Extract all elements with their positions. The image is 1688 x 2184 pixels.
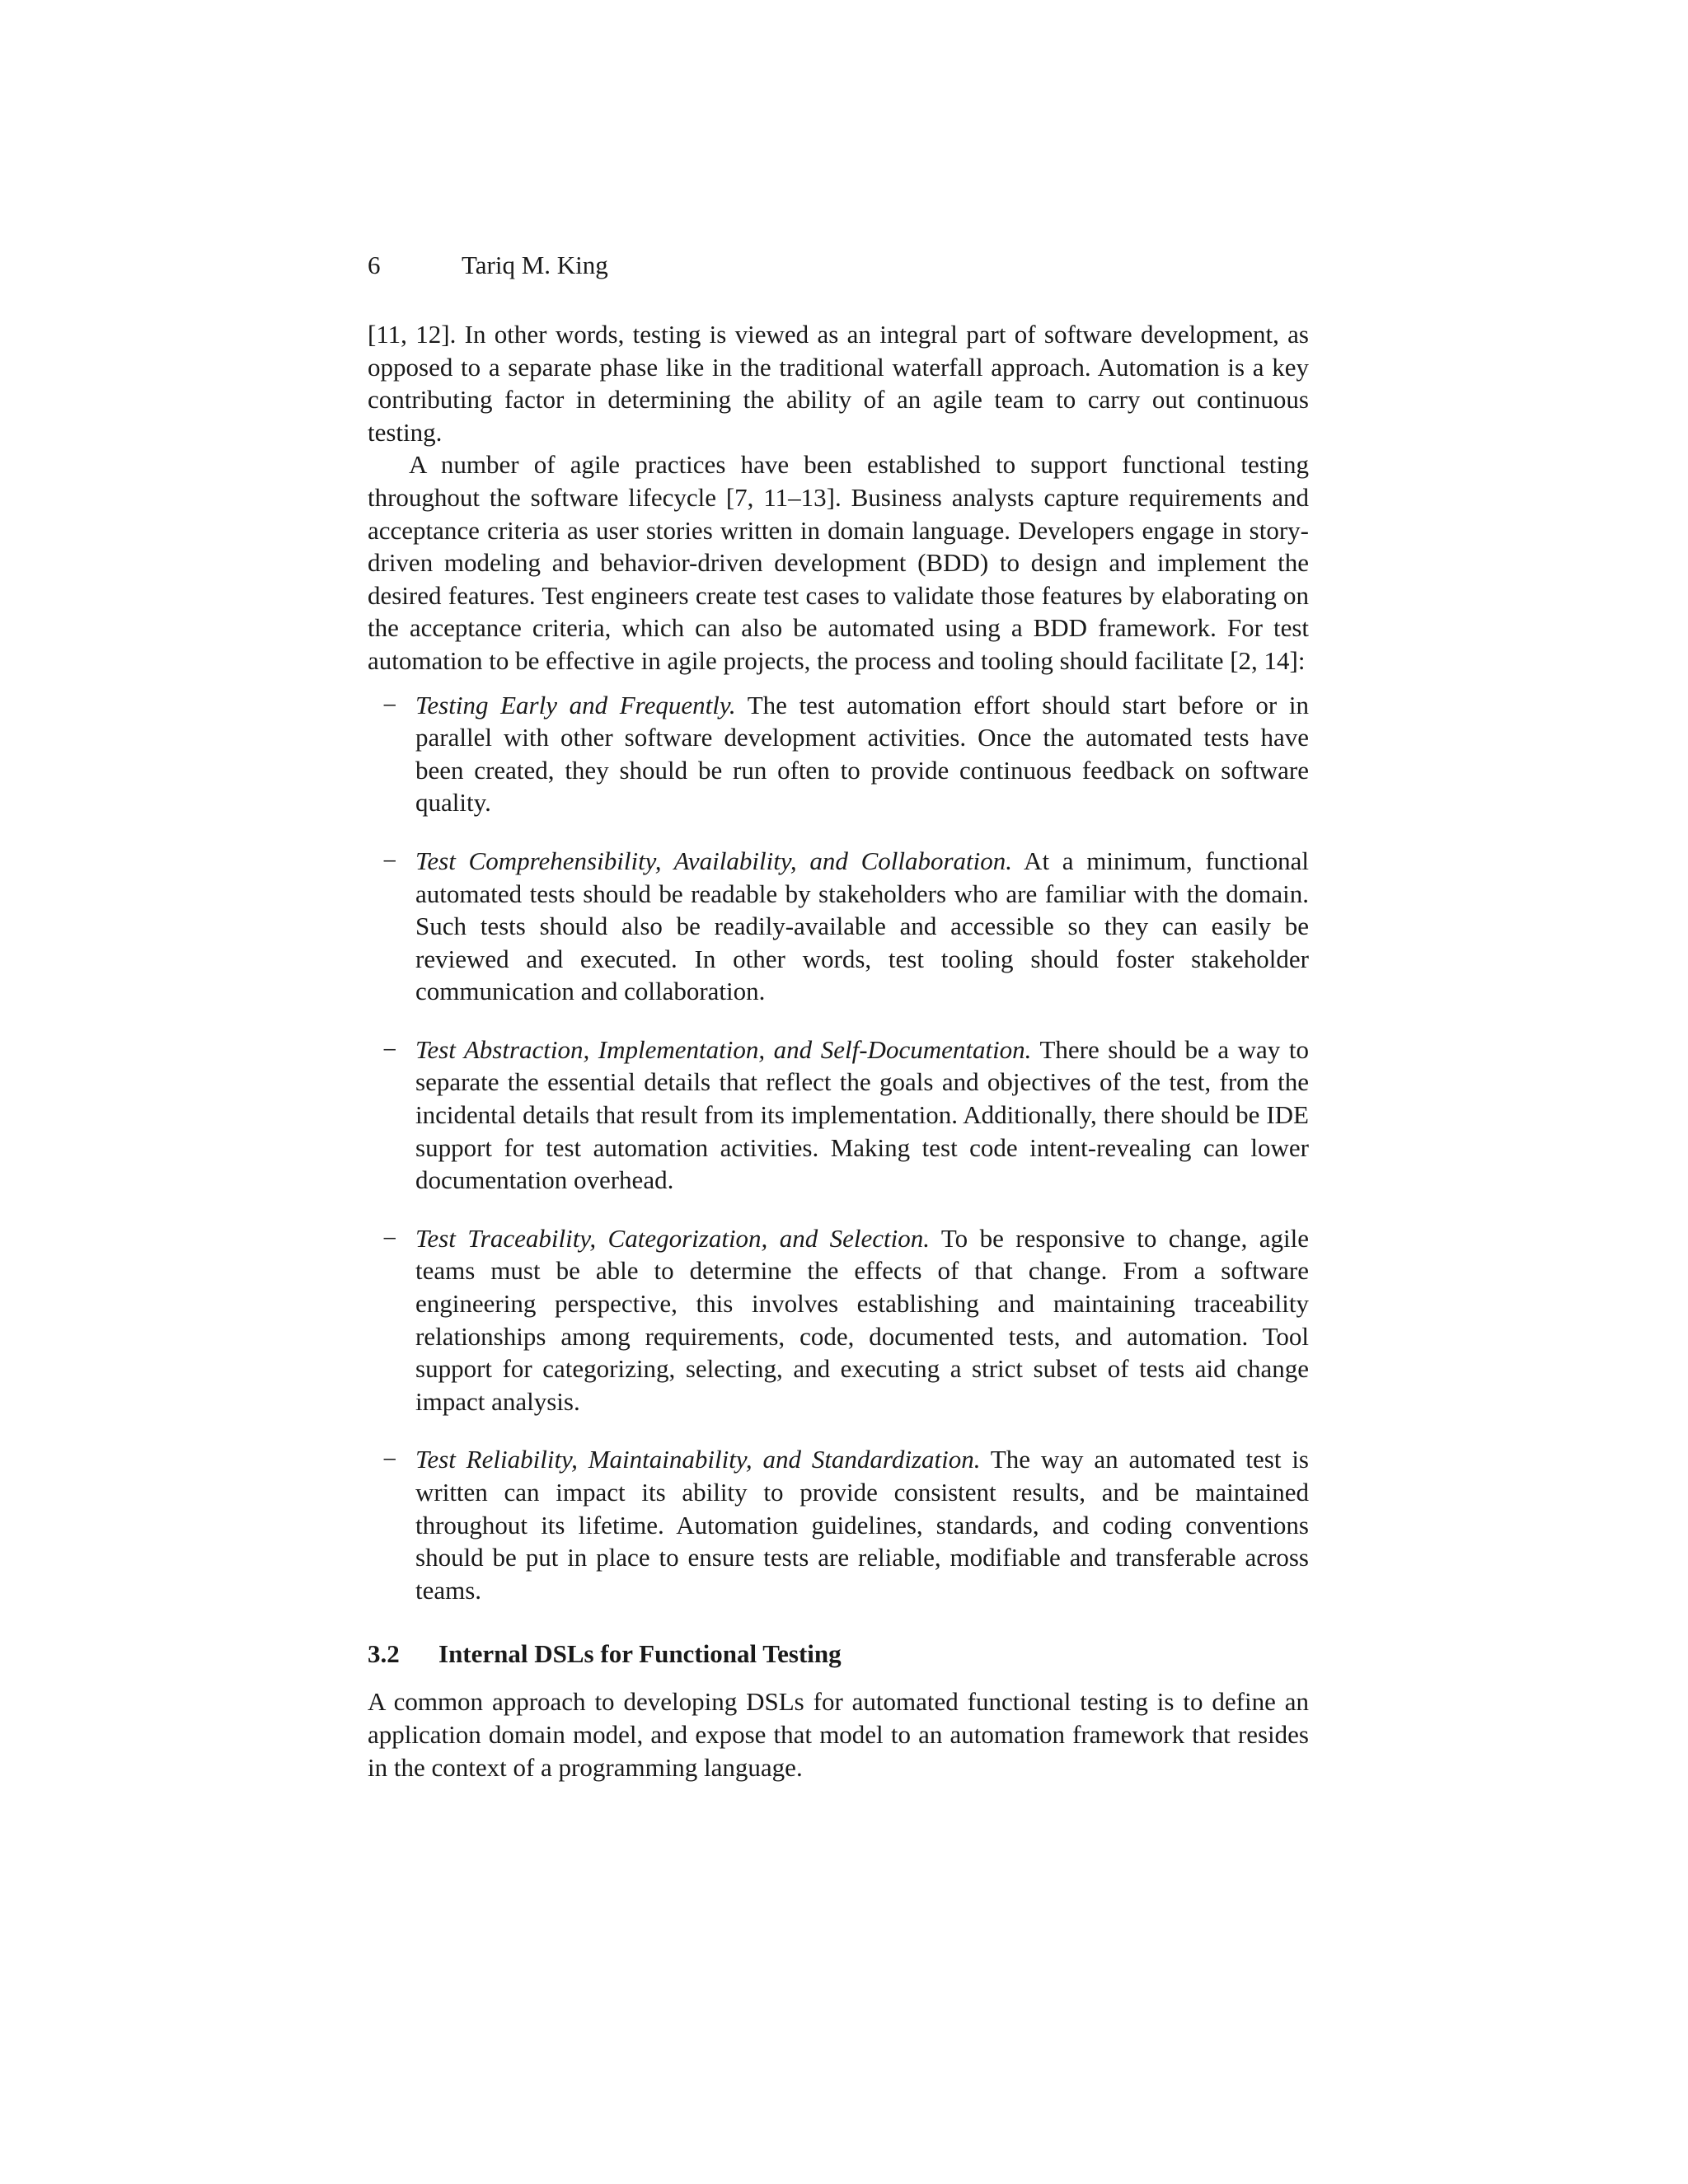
list-item-term: Test Abstraction, Implementation, and Self-Documentation. [415, 1034, 1032, 1064]
requirements-list [368, 689, 1309, 1607]
list-item [368, 1443, 1309, 1606]
running-header [368, 249, 608, 282]
list-item [368, 1033, 1309, 1197]
author-name: Tariq M. King [462, 251, 608, 279]
section-heading [368, 1638, 1309, 1671]
list-item [368, 1222, 1309, 1418]
main-text [368, 318, 1309, 1783]
paragraph-2: A number of agile practices have been established to support functional testing throughout the software lifecycle [7, 11–13]. Business analysts capture requirements and acceptance criteria as user stories written in domain language. Developers engage in story-driven modeling and behavior-driven development (BDD) to design and implement the desired features. Test engineers create test cases to validate those features by elaborating on the acceptance criteria, which can also be automated using a BDD framework. For test automation to be effective in agile projects, the process and tooling should facilitate [2, 14]: [368, 450, 1309, 675]
section-title: Internal DSLs for Functional Testing [438, 1639, 842, 1669]
list-item-text: The test automation effort should start before or in parallel with other software development activities. Once the automated tests have been created, they should be run often to provide continuous feedback on software quality. [415, 690, 1309, 818]
section-number: 3.2 [368, 1639, 400, 1669]
list-item [368, 689, 1309, 819]
list-item-text: The way an automated test is written can impact its ability to provide consistent results, and be maintained throughout its lifetime. Automation guidelines, standards, and coding conventions should be put in place to ensure tests are reliable, modifiable and transferable across teams. [415, 1445, 1309, 1605]
bullet-dash: − [382, 1034, 397, 1064]
list-item-term: Testing Early and Frequently. [415, 690, 736, 719]
bullet-dash: − [382, 1223, 397, 1253]
list-item-text: To be responsive to change, agile teams must be able to determine the effects of that change. From a software engineering perspective, this involves establishing and maintaining traceability relationships among requirements, code, documented tests, and automation. Tool support for categorizing, selecting, and executing a strict subset of tests aid change impact analysis. [415, 1223, 1309, 1416]
page-number: 6 [368, 251, 381, 279]
list-item-term: Test Reliability, Maintainability, and Standardization. [415, 1445, 981, 1474]
paragraph-1: [11, 12]. In other words, testing is viewed as an integral part of software development, as opposed to a separate phase like in the traditional waterfall approach. Automation is a key contributing factor in determining the ability of an agile team to carry out continuous testing. [368, 320, 1309, 447]
bullet-dash: − [382, 690, 397, 719]
list-item-term: Test Comprehensibility, Availability, and Collaboration. [415, 846, 1013, 875]
bullet-dash: − [382, 846, 397, 875]
paragraph-3: A common approach to developing DSLs for automated functional testing is to define an application domain model, and expose that model to an automation framework that resides in the context of a programming language. [368, 1687, 1309, 1782]
list-item-term: Test Traceability, Categorization, and Selection. [415, 1223, 931, 1253]
bullet-dash: − [382, 1445, 397, 1474]
list-item-text: There should be a way to separate the essential details that reflect the goals and objectives of the test, from the incidental details that result from its implementation. Additionally, there should be IDE support for test automation activities. Making test code intent-revealing can lower documentation overhead. [415, 1034, 1309, 1195]
list-item-text: At a minimum, functional automated tests should be readable by stakeholders who are familiar with the domain. Such tests should also be readily-available and accessible so they can easily be reviewed and executed. In other words, test tooling should foster stakeholder communication and collaboration. [415, 846, 1309, 1006]
list-item [368, 845, 1309, 1008]
